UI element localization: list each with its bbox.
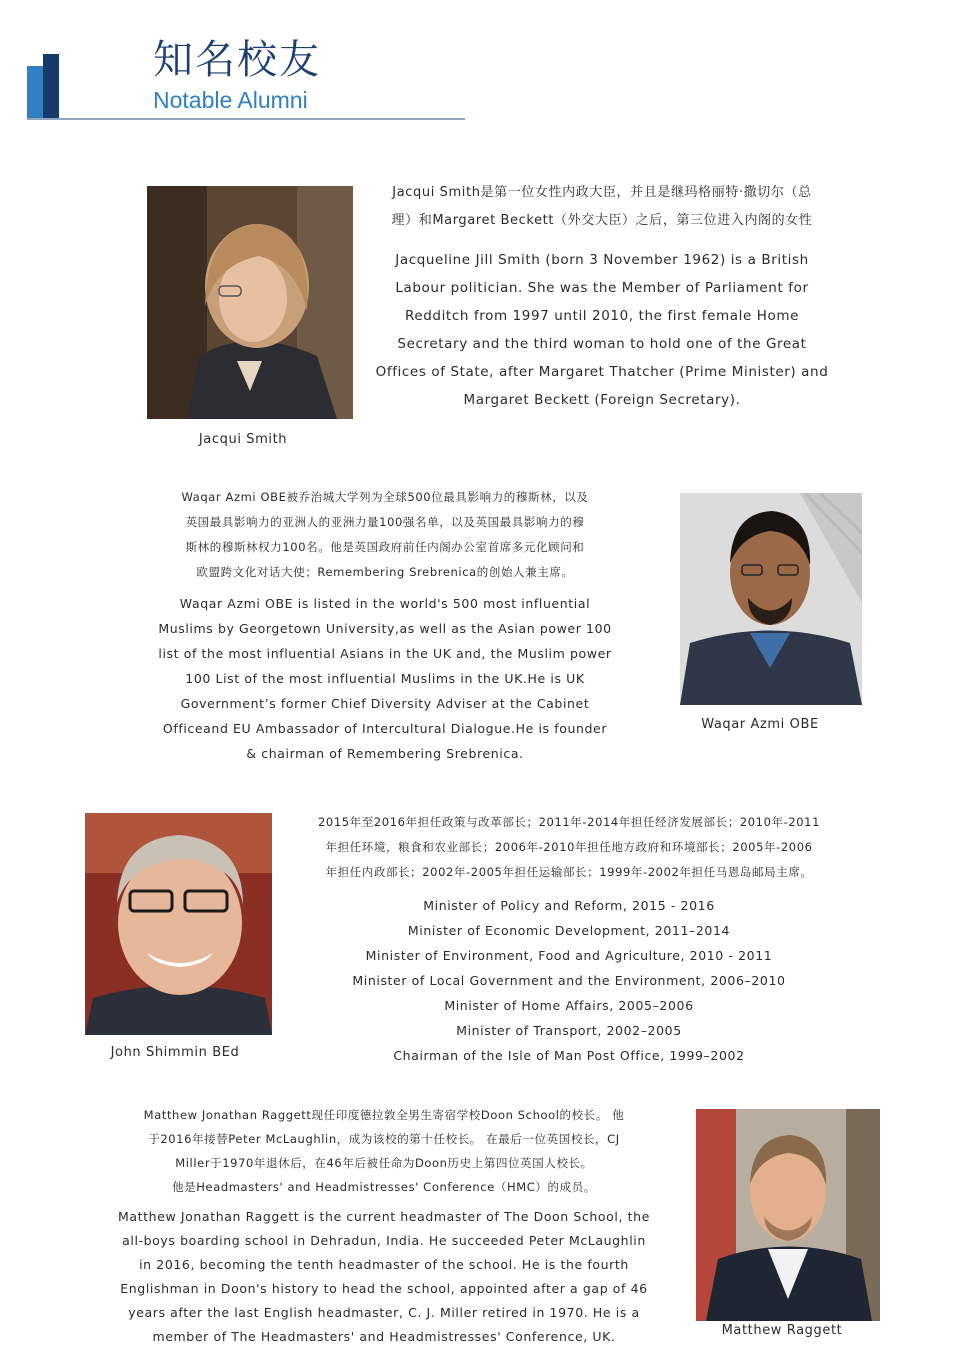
- accent-bar-light: [27, 66, 43, 119]
- bio-zh-line: 年担任环境，粮食和农业部长；2006年-2010年担任地方政府和环境部长；2005年-2006: [325, 840, 813, 854]
- portrait-photo-waqar-azmi: [680, 493, 862, 705]
- bio-en-line: Minister of Home Affairs, 2005–2006: [444, 998, 694, 1013]
- bio-en-line: Waqar Azmi OBE is listed in the world's 500 most influential: [179, 596, 591, 611]
- caption-john-shimmin: John Shimmin BEd: [110, 1045, 240, 1060]
- bio-en-line: Chairman of the Isle of Man Post Office, 1999–2002: [393, 1048, 745, 1063]
- bio-matthew-raggett: [106, 1103, 662, 1349]
- bio-zh-line: 于2016年接替Peter McLaughlin，成为该校的第十任校长。 在最后一位英国校长，CJ: [148, 1132, 620, 1146]
- bio-en-line: in 2016, becoming the tenth headmaster of the school. He is the fourth: [139, 1257, 629, 1272]
- bio-en-line: Englishman in Doon's history to head the school, appointed after a gap of 46: [120, 1281, 648, 1296]
- bio-en-line: list of the most influential Asians in the UK and, the Muslim power: [158, 646, 612, 661]
- bio-en-line: Government’s former Chief Diversity Adviser at the Cabinet: [180, 696, 590, 711]
- bio-zh-line: Jacqui Smith是第一位女性内政大臣，并且是继玛格丽特·撒切尔（总: [392, 185, 812, 200]
- bio-jacqui-smith: [357, 179, 847, 414]
- bio-en-line: Minister of Local Government and the Environment, 2006–2010: [352, 973, 786, 988]
- bio-en-line: Secretary and the third woman to hold one of the Great: [397, 336, 807, 352]
- bio-en-line: Jacqueline Jill Smith (born 3 November 1962) is a British: [395, 252, 809, 268]
- bio-en-line: Officeand EU Ambassador of Intercultural Dialogue.He is founder: [162, 721, 608, 736]
- bio-en-line: Minister of Transport, 2002–2005: [456, 1023, 682, 1038]
- bio-waqar-azmi: [140, 485, 630, 766]
- bio-en-line: Muslims by Georgetown University,as well as the Asian power 100: [158, 621, 612, 636]
- caption-matthew-raggett: Matthew Raggett: [721, 1323, 843, 1338]
- bio-zh-line: 欧盟跨文化对话大使；Remembering Srebrenica的创始人兼主席。: [196, 565, 574, 579]
- title-underline: [27, 118, 465, 120]
- bio-en-line: Labour politician. She was the Member of Parliament for: [395, 280, 809, 296]
- portrait-photo-matthew-raggett: [696, 1109, 880, 1321]
- bio-en-line: years after the last English headmaster, C. J. Miller retired in 1970. He is a: [128, 1305, 640, 1320]
- bio-zh-line: 年担任内政部长；2002年-2005年担任运输部长；1999年-2002年担任马恩岛邮局主席。: [325, 865, 813, 879]
- bio-en-line: Minister of Environment, Food and Agriculture, 2010 - 2011: [365, 948, 773, 963]
- bio-zh-line: Matthew Jonathan Raggett现任印度德拉敦全男生寄宿学校Doon School的校长。 他: [143, 1108, 625, 1122]
- bio-en-line: 100 List of the most influential Muslims in the UK.He is UK: [185, 671, 585, 686]
- bio-zh-line: Miller于1970年退休后，在46年后被任命为Doon历史上第四位英国人校长。: [175, 1156, 593, 1170]
- bio-zh-line: 理）和Margaret Beckett（外交大臣）之后，第三位进入内阁的女性: [391, 213, 813, 228]
- bio-en-line: all-boys boarding school in Dehradun, India. He succeeded Peter McLaughlin: [122, 1233, 646, 1248]
- accent-bar-dark: [43, 54, 59, 119]
- bio-zh-line: 英国最具影响力的亚洲人的亚洲力量100强名单，以及英国最具影响力的穆: [185, 515, 585, 529]
- bio-john-shimmin: [284, 810, 854, 1068]
- bio-en-line: member of The Headmasters' and Headmistresses' Conference, UK.: [152, 1329, 616, 1344]
- bio-en-line: Redditch from 1997 until 2010, the first female Home: [404, 308, 800, 324]
- caption-waqar-azmi: Waqar Azmi OBE: [701, 717, 819, 732]
- bio-zh-line: Waqar Azmi OBE被乔治城大学列为全球500位最具影响力的穆斯林，以及: [181, 490, 589, 504]
- bio-zh-line: 斯林的穆斯林权力100名。他是英国政府前任内阁办公室首席多元化顾问和: [185, 540, 585, 554]
- bio-en-line: Margaret Beckett (Foreign Secretary).: [463, 392, 741, 408]
- portrait-photo-john-shimmin: [85, 813, 272, 1035]
- bio-en-line: Offices of State, after Margaret Thatcher (Prime Minister) and: [375, 364, 829, 380]
- bio-en-line: Minister of Policy and Reform, 2015 - 2016: [423, 898, 715, 913]
- portrait-photo-jacqui-smith: [147, 186, 353, 419]
- bio-zh-line: 2015年至2016年担任政策与改革部长；2011年-2014年担任经济发展部长；2010年-2011: [318, 815, 820, 829]
- bio-zh-line: 他是Headmasters' and Headmistresses' Conference（HMC）的成员。: [172, 1180, 596, 1194]
- bio-en-line: & chairman of Remembering Srebrenica.: [246, 746, 524, 761]
- caption-jacqui-smith: Jacqui Smith: [198, 432, 288, 447]
- bio-en-line: Matthew Jonathan Raggett is the current headmaster of The Doon School, the: [118, 1209, 650, 1224]
- page-title-english: Notable Alumni: [153, 87, 308, 113]
- page-title-chinese: 知名校友: [153, 37, 321, 83]
- bio-en-line: Minister of Economic Development, 2011–2014: [407, 923, 731, 938]
